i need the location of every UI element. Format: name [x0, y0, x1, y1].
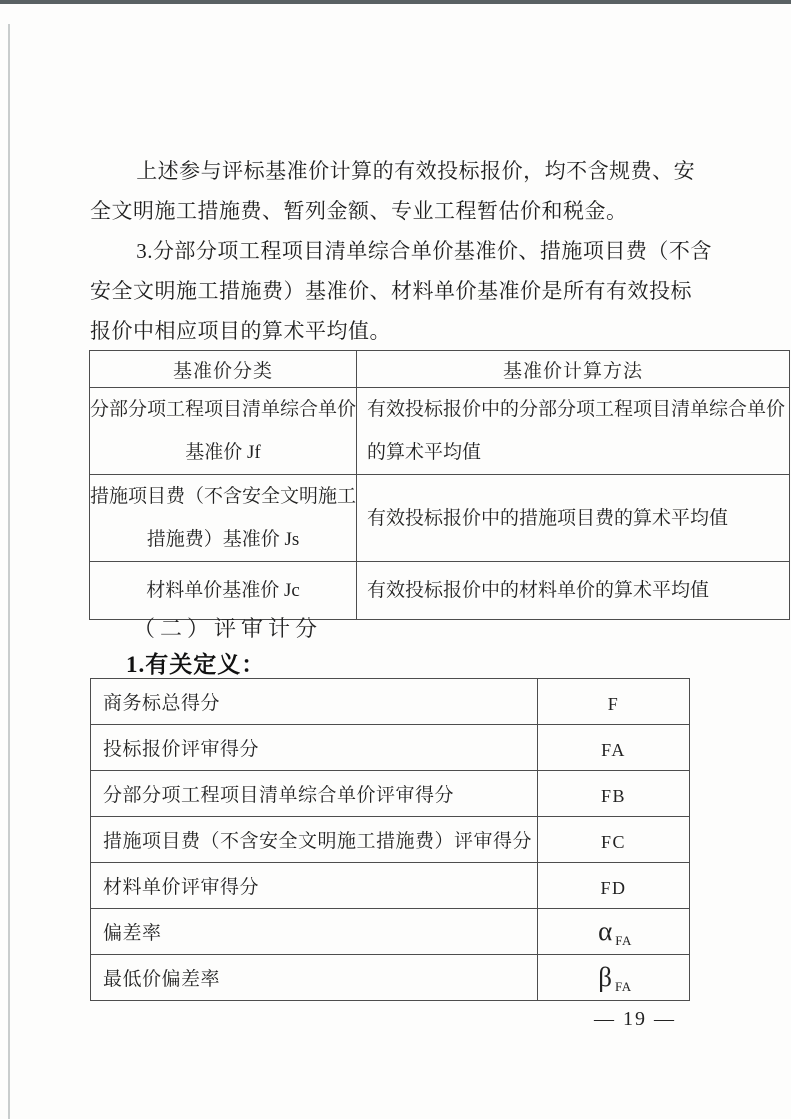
definition-label: 投标报价评审得分: [91, 725, 538, 771]
table-header-row: [90, 351, 790, 388]
page-number: — 19 —: [594, 1008, 676, 1030]
table-row: [91, 817, 690, 863]
greek-subscript: FA: [615, 932, 632, 948]
code-text: FC: [600, 831, 627, 852]
definition-code: [538, 863, 690, 909]
definition-label: 偏差率: [91, 909, 538, 955]
greek-subscript: FA: [615, 978, 632, 994]
category-text: 措施项目费（不含安全文明施工: [90, 486, 357, 507]
table-row: [90, 388, 790, 475]
code-text: F: [607, 693, 620, 714]
code-text: FA: [601, 739, 626, 760]
definition-code: [538, 771, 690, 817]
paragraph-2-line-2: 安全文明施工措施费）基准价、材料单价基准价是所有有效投标: [90, 279, 692, 303]
table-row: [91, 679, 690, 725]
definition-label: 商务标总得分: [91, 679, 538, 725]
cell-method-jc: [357, 562, 790, 620]
table-row: [90, 475, 790, 562]
table-row: [91, 909, 690, 955]
category-text: 分部分项工程项目清单综合单价: [90, 399, 357, 420]
definition-label: 分部分项工程项目清单综合单价评审得分: [91, 771, 538, 817]
paragraph-2-line-3: 报价中相应项目的算术平均值。: [90, 319, 391, 343]
cell-method-jf: [357, 388, 790, 475]
greek-symbol-beta: β: [598, 961, 613, 992]
category-text: 措施费）基准价 Js: [146, 529, 300, 550]
code-text: FB: [600, 785, 627, 806]
definition-label: 措施项目费（不含安全文明施工措施费）评审得分: [91, 817, 538, 863]
table-row: [91, 771, 690, 817]
definition-code: [538, 909, 690, 955]
cell-category-js: [90, 475, 357, 562]
paragraph-1-line-1: 上述参与评标基准价计算的有效投标报价，均不含规费、安: [136, 159, 696, 183]
method-text: 的算术平均值: [367, 442, 482, 463]
definitions-table: [90, 678, 690, 1001]
method-text: 有效投标报价中的分部分项工程项目清单综合单价: [367, 399, 786, 420]
definition-code: [538, 725, 690, 771]
section-heading-review-scoring: （二）评审计分: [133, 616, 323, 641]
paragraph-1-line-2: 全文明施工措施费、暂列金额、专业工程暂估价和税金。: [90, 199, 628, 223]
base-price-table: [89, 350, 790, 620]
cell-category-jc: [90, 562, 357, 620]
definition-code: [538, 817, 690, 863]
table-row: [90, 562, 790, 620]
table-row: [91, 725, 690, 771]
paragraph-2-line-1: 3.分部分项工程项目清单综合单价基准价、措施项目费（不含: [136, 239, 712, 263]
header-base-price-category: 基准价分类: [90, 351, 357, 388]
definition-label: 材料单价评审得分: [91, 863, 538, 909]
definition-code: [538, 955, 690, 1001]
table-row: [91, 955, 690, 1001]
code-text: FD: [600, 877, 627, 898]
method-text: 有效投标报价中的材料单价的算术平均值: [367, 580, 710, 601]
method-text: 有效投标报价中的措施项目费的算术平均值: [367, 507, 729, 529]
header-base-price-method: 基准价计算方法: [357, 351, 790, 388]
cell-category-jf: [90, 388, 357, 475]
definition-code: [538, 679, 690, 725]
category-text: 材料单价基准价 Jc: [146, 580, 300, 601]
category-text: 基准价 Jf: [185, 442, 261, 463]
table-row: [91, 863, 690, 909]
definition-label: 最低价偏差率: [91, 955, 538, 1001]
body-paragraphs: [90, 151, 712, 351]
greek-symbol-alpha: α: [598, 915, 613, 946]
scan-left-artifact-line: [8, 24, 10, 1119]
subsection-heading-definitions: 1.有关定义：: [126, 652, 266, 677]
cell-method-js: [357, 475, 790, 562]
scan-top-band: [0, 0, 791, 4]
